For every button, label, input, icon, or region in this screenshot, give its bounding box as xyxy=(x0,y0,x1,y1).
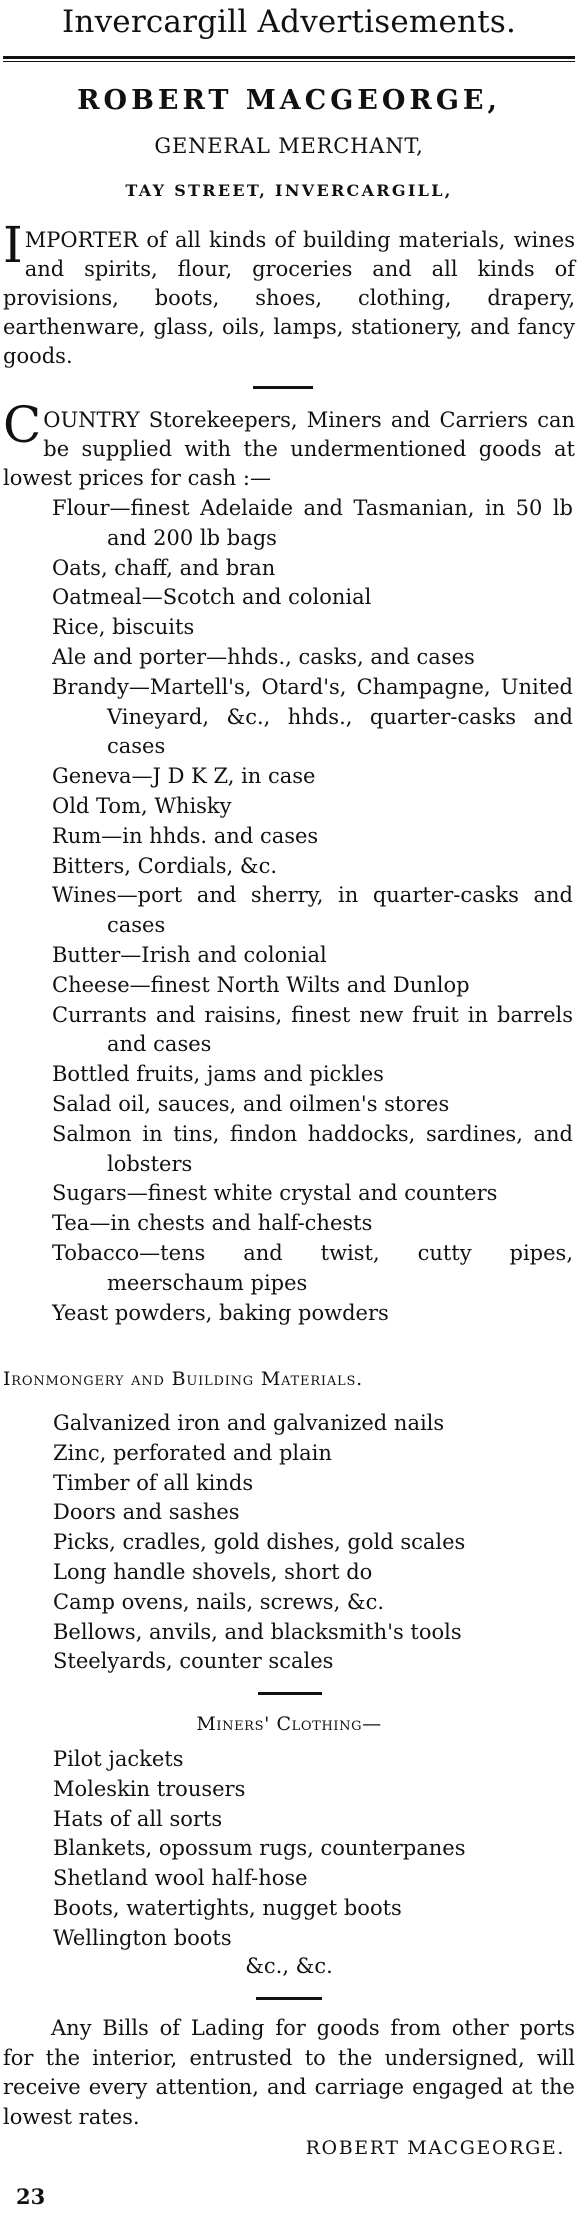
list-item: Oats, chaff, and bran xyxy=(52,555,276,580)
signature: ROBERT MACGEORGE. xyxy=(305,2137,565,2159)
header-thick-rule xyxy=(3,56,575,59)
intro-paragraph xyxy=(3,216,575,371)
section-divider xyxy=(256,1997,322,2000)
list-item: Moleskin trousers xyxy=(53,1776,246,1801)
advertiser-trade: GENERAL MERCHANT, xyxy=(154,134,424,158)
list-item: Tea—in chests and half-chests xyxy=(52,1211,373,1236)
clothing-list xyxy=(0,1745,578,1954)
list-item: Oatmeal—Scotch and colonial xyxy=(52,585,372,610)
list-item: Cheese—finest North Wilts and Dunlop xyxy=(52,972,470,997)
list-item: Bottled fruits, jams and pickles xyxy=(52,1062,384,1087)
ironmongery-list xyxy=(0,1409,578,1677)
list-item: Picks, cradles, gold dishes, gold scales xyxy=(53,1530,466,1555)
list-item: Blankets, opossum rugs, counterpanes xyxy=(53,1836,466,1861)
provisions-list xyxy=(0,494,578,1328)
clothing-heading: Miners' Clothing— xyxy=(196,1713,382,1735)
list-item: Geneva—J D K Z, in case xyxy=(52,764,316,789)
list-item: Galvanized iron and galvanized nails xyxy=(53,1411,445,1435)
section-divider xyxy=(253,386,313,389)
etc-line: &c., &c. xyxy=(245,1954,333,1978)
list-item: Rum—in hhds. and cases xyxy=(52,823,319,848)
list-item: Doors and sashes xyxy=(53,1500,240,1525)
list-item: Camp ovens, nails, screws, &c. xyxy=(53,1589,385,1614)
list-item: Sugars—finest white crystal and counters xyxy=(52,1181,498,1206)
list-item: Salmon in tins, findon haddocks, sardines, and lobsters xyxy=(52,1121,573,1176)
list-item: Pilot jackets xyxy=(53,1747,184,1771)
country-paragraph xyxy=(3,396,575,493)
list-item: Long handle shovels, short do xyxy=(53,1559,373,1584)
intro-text: MPORTER of all kinds of building materials, wines and spirits, flour, groceries and all kinds of provisions, boots, shoes, clothing, drapery, earthenware, glass, oils, lamps, stationery, and fancy goods. xyxy=(3,228,575,368)
header-thin-rule xyxy=(3,61,575,62)
list-item: Rice, biscuits xyxy=(52,615,195,640)
drop-cap: C xyxy=(3,396,42,454)
list-item: Hats of all sorts xyxy=(53,1806,223,1831)
list-item: Butter—Irish and colonial xyxy=(52,942,327,967)
list-item: Old Tom, Whisky xyxy=(52,793,232,818)
list-item: Currants and raisins, finest new fruit in barrels and cases xyxy=(52,1002,573,1057)
list-item: Boots, watertights, nugget boots xyxy=(53,1895,402,1920)
list-item: Steelyards, counter scales xyxy=(53,1649,334,1674)
country-text: OUNTRY Storekeepers, Miners and Carriers can be supplied with the undermentioned goods at lowest prices for cash :— xyxy=(3,408,575,490)
ironmongery-heading: Ironmongery and Building Materials. xyxy=(3,1368,364,1390)
advertiser-address: TAY STREET, INVERCARGILL, xyxy=(125,181,453,200)
bills-paragraph: Any Bills of Lading for goods from other ports for the interior, entrusted to the undersigned, will receive every attention, and carriage engaged at the lowest rates. xyxy=(3,2016,575,2129)
list-item: Ale and porter—hhds., casks, and cases xyxy=(52,644,475,669)
list-item: Shetland wool half-hose xyxy=(53,1866,308,1891)
list-item: Salad oil, sauces, and oilmen's stores xyxy=(52,1091,450,1116)
list-item: Yeast powders, baking powders xyxy=(52,1300,389,1325)
list-item: Flour—finest Adelaide and Tasmanian, in 50 lb and 200 lb bags xyxy=(52,496,573,550)
advertiser-name: ROBERT MACGEORGE, xyxy=(77,85,501,116)
list-item: Wellington boots xyxy=(53,1925,232,1950)
list-item: Timber of all kinds xyxy=(53,1470,254,1495)
list-item: Brandy—Martell's, Otard's, Champagne, United Vineyard, &c., hhds., quarter-casks and cases xyxy=(52,674,573,759)
list-item: Bellows, anvils, and blacksmith's tools xyxy=(53,1619,462,1644)
drop-cap: I xyxy=(3,216,23,274)
list-item: Tobacco—tens and twist, cutty pipes, meerschaum pipes xyxy=(52,1240,573,1295)
list-item: Wines—port and sherry, in quarter-casks and cases xyxy=(52,883,573,938)
section-divider xyxy=(258,1692,322,1695)
page-number: 23 xyxy=(16,2184,46,2209)
list-item: Bitters, Cordials, &c. xyxy=(52,853,278,878)
running-head: Invercargill Advertisements. xyxy=(61,4,517,40)
list-item: Zinc, perforated and plain xyxy=(53,1440,332,1465)
